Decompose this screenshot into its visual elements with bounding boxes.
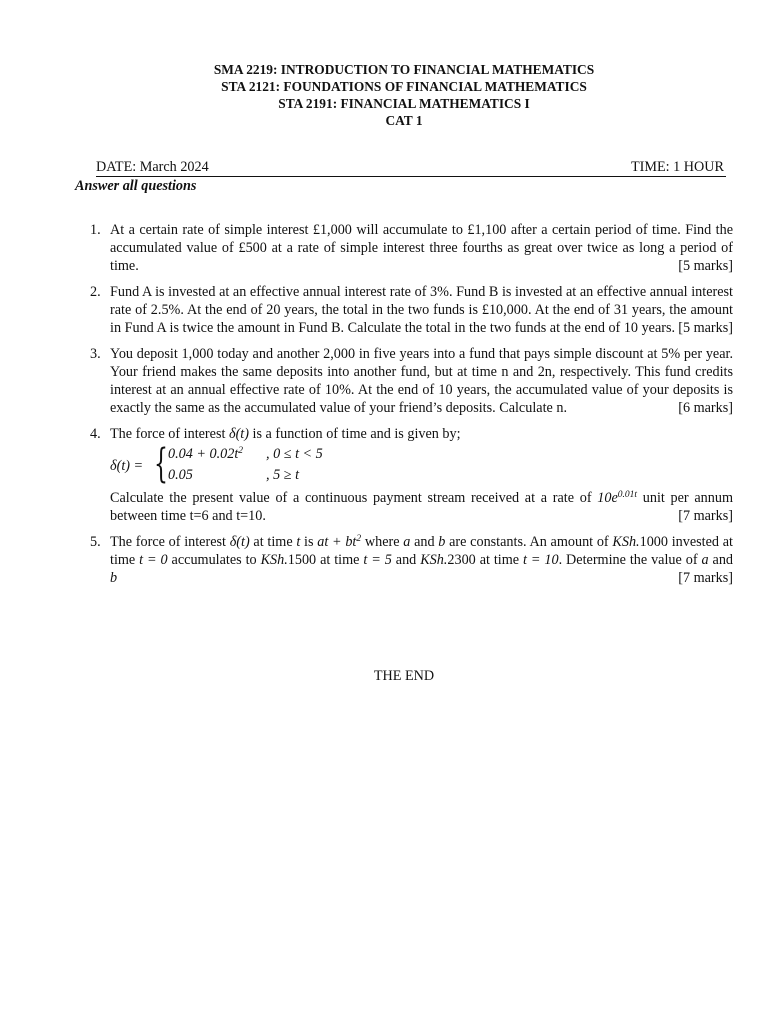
question-number: 1. (90, 222, 101, 238)
question-number: 3. (90, 346, 101, 362)
piecewise-condition-2: , 5 ≥ t (266, 467, 300, 483)
the-end-label: THE END (373, 668, 435, 684)
question-text: The force of interest δ(t) at time t is at + $bt^2$ where a and b are constants. An amount of KSh.1000 invested at time t = 0 accumulates to KSh.1500 at time t = 5 and KSh.2300 at time t = 10. Determine the value of a and b [7 marks] (110, 534, 734, 586)
question-text: Fund A is invested at an effective annual interest rate of 3%. Fund B is invested at an effective annual interest rate of 2.5%. At the end of 20 years, the total in the two funds is £10,000. At the end of 31 years, the amount in Fund A is twice the amount in Fund B. Calculate the total in the two funds at the end of 10 years. [5 marks] (110, 284, 733, 336)
piecewise-condition-1: , 0 ≤ t < 5 (266, 446, 323, 462)
course-title-3: STA 2191: FINANCIAL MATHEMATICS I (278, 96, 530, 111)
question-number: 4. (90, 426, 101, 442)
question-marks: [5 marks] (678, 258, 733, 274)
question-number: 5. (90, 534, 101, 550)
piecewise-function (110, 441, 733, 487)
question-3 (90, 345, 733, 417)
force-of-interest-symbol: δ(t) (228, 426, 249, 442)
question-intro: The force of interest δ(t) is a function of time and is given by; (110, 426, 461, 442)
question-text: You deposit 1,000 today and another 2,000 in five years into a fund that pays simple discount at 5% per year. Your friend makes the same deposits into another fund, but at time n and 2n, respectively. This fund credits interest at an annual effective rate of 10%. At the end of 10 years, the accumulated value of your deposits is exactly the same as the accumulated value of your friend’s deposits. Calculate n. [6 marks] (110, 346, 733, 416)
question-marks: [7 marks] (678, 508, 733, 524)
question-list (90, 221, 733, 595)
piecewise-case-1: $0.04 + 0.02t^2$ (168, 446, 244, 462)
exam-header (0, 61, 768, 129)
course-title-1: SMA 2219: INTRODUCTION TO FINANCIAL MATHEMATICS (213, 62, 595, 77)
question-4 (90, 425, 733, 525)
question-number: 2. (90, 284, 101, 300)
question-marks: [5 marks] (678, 320, 733, 336)
date-time-row (96, 158, 726, 177)
course-title-2: STA 2121: FOUNDATIONS OF FINANCIAL MATHEMATICS (221, 79, 587, 94)
piecewise-case-2: 0.05 (168, 467, 193, 483)
question-text (110, 425, 733, 525)
question-5 (90, 533, 733, 587)
payment-rate: $10e^{0.01t}$ (597, 490, 638, 506)
question-marks: [6 marks] (678, 400, 733, 416)
exam-instruction: Answer all questions (75, 178, 197, 194)
question-calculation: Calculate the present value of a continuous payment stream received at a rate of $10e^{0.01t}$ unit per annum between time t=6 and t=10. [7 marks] (110, 490, 733, 524)
piecewise-lhs: δ(t) = (110, 458, 144, 474)
question-marks: [7 marks] (678, 570, 733, 586)
question-2 (90, 283, 733, 337)
exam-duration: TIME: 1 HOUR (630, 159, 724, 175)
exam-date: DATE: March 2024 (96, 159, 209, 175)
exam-type: CAT 1 (385, 113, 423, 128)
left-brace-icon: { (154, 441, 168, 487)
question-1 (90, 221, 733, 275)
question-text: At a certain rate of simple interest £1,000 will accumulate to £1,100 after a certain period of time. Find the accumulated value of £500 at a rate of simple interest three fourths as great over twice as long a period of time. [5 marks] (110, 222, 733, 274)
